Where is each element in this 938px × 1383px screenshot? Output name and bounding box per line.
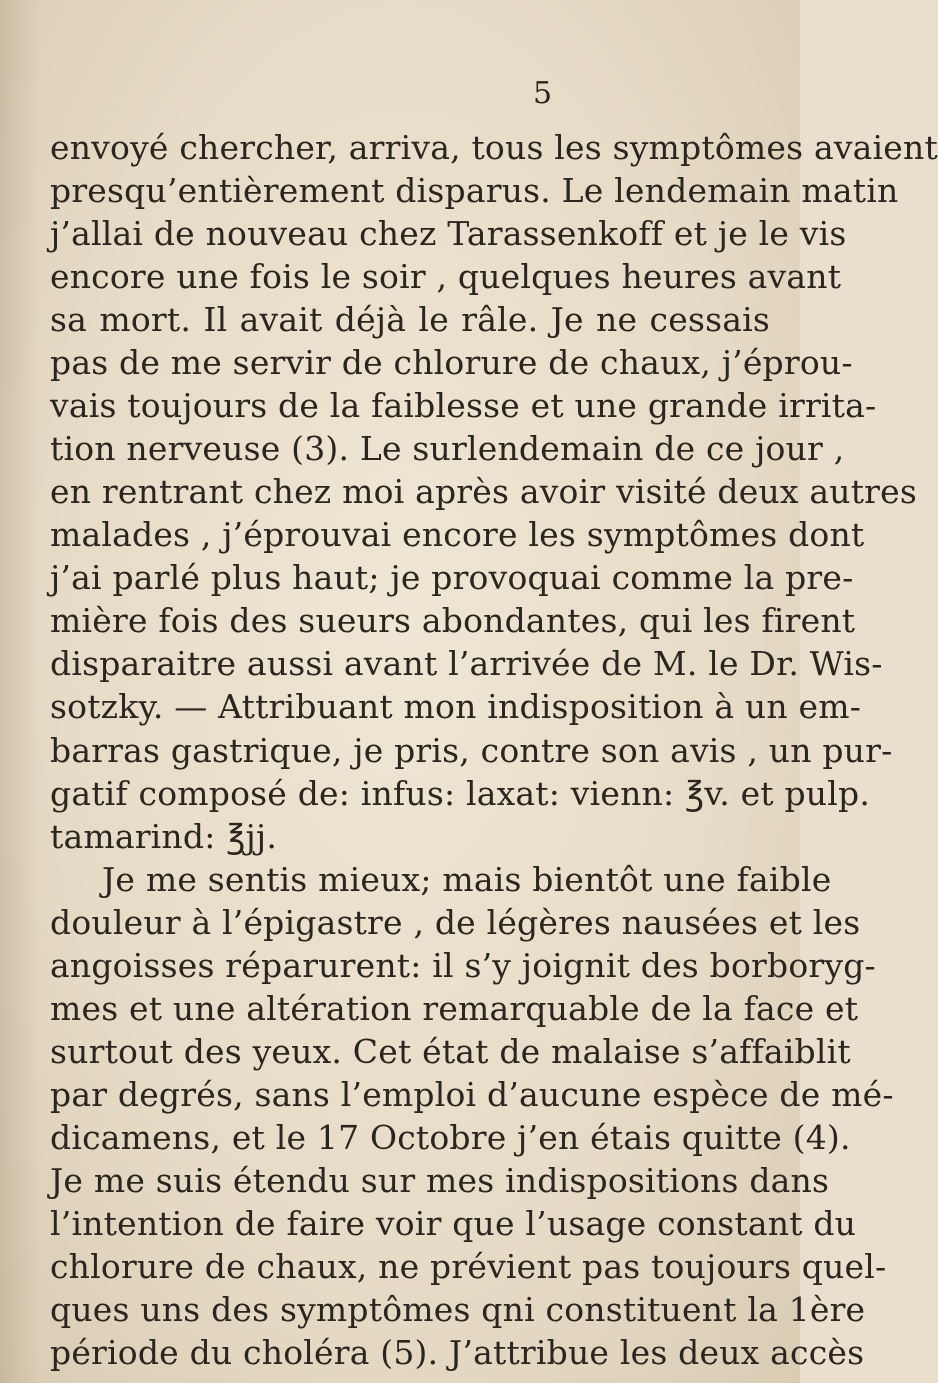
page-edge-shadow bbox=[0, 0, 40, 1383]
text-line: tamarind: ℥jj. bbox=[50, 817, 278, 856]
text-line: sotzky. — Attribuant mon indisposition à un em- bbox=[50, 687, 862, 726]
text-line: mière fois des sueurs abondantes, qui les firent bbox=[50, 601, 856, 640]
text-line: douleur à l’épigastre , de légères nausées et les bbox=[50, 903, 861, 942]
text-line: barras gastrique, je pris, contre son avis , un pur- bbox=[50, 731, 893, 770]
text-line: gatif composé de: infus: laxat: vienn: ℥v. et pulp. bbox=[50, 774, 871, 813]
text-line: en rentrant chez moi après avoir visité deux autres bbox=[50, 472, 918, 511]
text-line: Je me suis étendu sur mes indispositions dans bbox=[50, 1161, 830, 1200]
text-line: surtout des yeux. Cet état de malaise s’affaiblit bbox=[50, 1032, 851, 1071]
text-line: presqu’entièrement disparus. Le lendemain matin bbox=[50, 171, 899, 210]
text-line: j’ai parlé plus haut; je provoquai comme la pre- bbox=[50, 558, 854, 597]
text-line: j’allai de nouveau chez Tarassenkoff et je le vis bbox=[50, 214, 847, 253]
page-number: 5 bbox=[533, 76, 553, 111]
text-line: sa mort. Il avait déjà le râle. Je ne cessais bbox=[50, 300, 770, 339]
text-line: Je me sentis mieux; mais bientôt une faible bbox=[102, 860, 832, 899]
text-line: mes et une altération remarquable de la face et bbox=[50, 989, 859, 1028]
text-line: tion nerveuse (3). Le surlendemain de ce jour , bbox=[50, 429, 845, 468]
text-line: pas de me servir de chlorure de chaux, j’éprou- bbox=[50, 343, 853, 382]
text-line: encore une fois le soir , quelques heures avant bbox=[50, 257, 842, 296]
text-line: dicamens, et le 17 Octobre j’en étais quitte (4). bbox=[50, 1118, 851, 1157]
text-line: angoisses réparurent: il s’y joignit des borboryg- bbox=[50, 946, 876, 985]
text-line: l’intention de faire voir que l’usage constant du bbox=[50, 1204, 857, 1243]
text-line: vais toujours de la faiblesse et une grande irrita- bbox=[50, 386, 877, 425]
text-line: ques uns des symptômes qni constituent la 1ère bbox=[50, 1290, 866, 1329]
text-line: par degrés, sans l’emploi d’aucune espèce de mé- bbox=[50, 1075, 894, 1114]
text-line: disparaitre aussi avant l’arrivée de M. le Dr. Wis- bbox=[50, 644, 883, 683]
text-line: chlorure de chaux, ne prévient pas toujours quel- bbox=[50, 1247, 887, 1286]
text-line: période du choléra (5). J’attribue les deux accès bbox=[50, 1333, 865, 1372]
text-line: malades , j’éprouvai encore les symptômes dont bbox=[50, 515, 865, 554]
text-line: envoyé chercher, arriva, tous les symptômes avaient bbox=[50, 128, 938, 167]
